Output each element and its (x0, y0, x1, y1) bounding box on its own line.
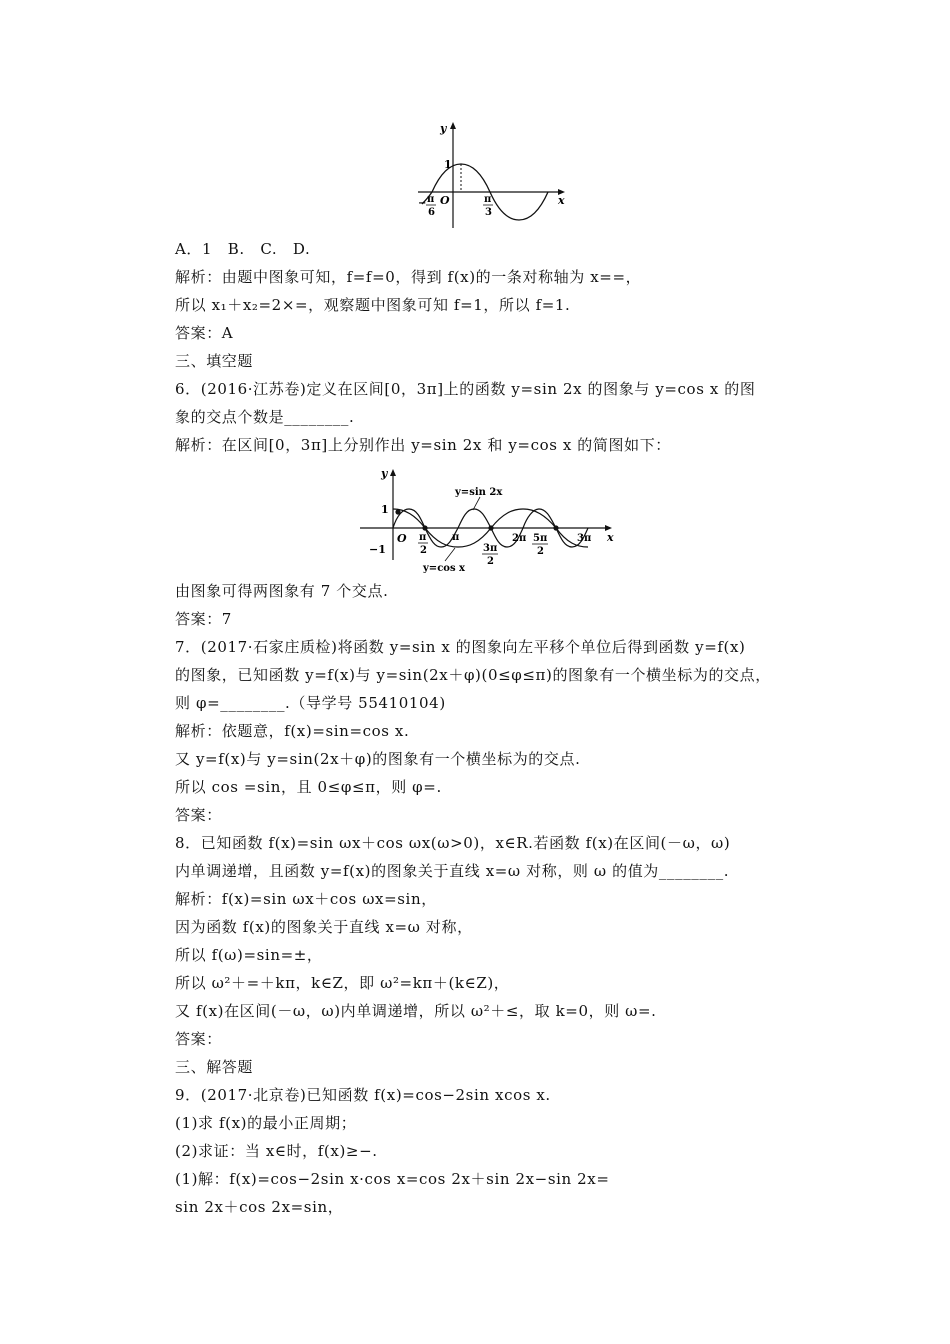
intersection-point (553, 525, 558, 530)
right-tick-bottom: 3 (485, 207, 492, 218)
question-6: 6．(2016·江苏卷)定义在区间[0，3π]上的函数 y=sin 2x 的图象与 y=cos x 的图 (175, 380, 756, 398)
solution-line: (1)解：f(x)=cos−2sin x·cos x=cos 2x＋sin 2x−sin 2x= (175, 1170, 610, 1188)
figure-sin2x-cosx-graph (355, 465, 620, 580)
question-8-cont: 内单调递增，且函数 y=f(x)的图象关于直线 x=ω 对称，则 ω 的值为________. (175, 862, 730, 880)
solution-line: 解析：在区间[0，3π]上分别作出 y=sin 2x 和 y=cos x 的简图如下： (175, 436, 671, 454)
answer-line: 答案：7 (175, 610, 232, 628)
tick-3half-bottom: 2 (487, 556, 494, 567)
intersection-point (422, 525, 427, 530)
intersection-point (395, 509, 400, 514)
tick-5half-top: 5π (533, 533, 548, 544)
question-7-cont: 则 φ=________.（导学号 55410104) (175, 694, 446, 712)
solution-line: 解析：f(x)=sin ωx＋cos ωx=sin， (175, 890, 437, 908)
tick-5half-bottom: 2 (537, 546, 544, 557)
solution-line: 所以 ω²＋=＋kπ，k∈Z，即 ω²=kπ＋(k∈Z)， (175, 974, 510, 992)
y-axis-arrow (450, 122, 456, 129)
sin-curve-label: y=sin 2x (455, 487, 503, 498)
solution-line: 又 f(x)在区间(－ω，ω)内单调递增，所以 ω²＋≤，取 k=0，则 ω=. (175, 1002, 657, 1020)
tick-half-pi-top: π (419, 532, 427, 543)
x-axis-label: x (607, 531, 614, 544)
solution-line: 解析：依题意，f(x)=sin=cos x. (175, 722, 410, 740)
question-9: 9．(2017·北京卷)已知函数 f(x)=cos−2sin xcos x. (175, 1086, 551, 1104)
answer-line: 答案： (175, 806, 222, 824)
y-axis-arrow (390, 469, 396, 476)
question-9-part2: (2)求证：当 x∈时，f(x)≥−. (175, 1142, 378, 1160)
cos-label-pointer (445, 548, 455, 561)
solution-line: 所以 cos =sin，且 0≤φ≤π，则 φ=. (175, 778, 442, 796)
left-tick-sign: − (418, 198, 427, 209)
sin-label-pointer (473, 497, 480, 510)
solution-line: 解析：由题中图象可知，f=f=0，得到 f(x)的一条对称轴为 x==， (175, 268, 642, 286)
solution-line: 因为函数 f(x)的图象关于直线 x=ω 对称， (175, 918, 473, 936)
solution-line: 所以 f(ω)=sin=±， (175, 946, 323, 964)
right-tick-top: π (484, 194, 492, 205)
tick-3pi: 3π (577, 533, 592, 544)
figure-sine-graph (410, 118, 580, 233)
cos-curve-label: y=cos x (423, 563, 466, 574)
answer-line: 答案：A (175, 324, 234, 342)
tick-3half-top: 3π (483, 543, 498, 554)
solution-line: 所以 x₁＋x₂=2×=，观察题中图象可知 f=1，所以 f=1. (175, 296, 571, 314)
left-tick-bottom: 6 (428, 207, 435, 218)
y-axis-label: y (440, 122, 447, 135)
question-6-cont: 象的交点个数是________. (175, 408, 355, 426)
tick-pi: π (452, 532, 460, 543)
question-9-part1: (1)求 f(x)的最小正周期； (175, 1114, 357, 1132)
question-7-cont: 的图象，已知函数 y=f(x)与 y=sin(2x＋φ)(0≤φ≤π)的图象有一个横坐标为的交点， (175, 666, 771, 684)
tick-half-pi-bottom: 2 (420, 545, 427, 556)
section-heading: 三、填空题 (175, 352, 254, 370)
y-axis-label: y (381, 467, 388, 480)
solution-line: 又 y=f(x)与 y=sin(2x＋φ)的图象有一个横坐标为的交点. (175, 750, 581, 768)
x-axis-label: x (558, 194, 565, 207)
label-neg-one: −1 (369, 543, 386, 556)
solution-line: sin 2x＋cos 2x=sin， (175, 1198, 344, 1216)
origin-label: O (440, 194, 450, 207)
label-one: 1 (381, 503, 389, 516)
intersection-point (488, 525, 493, 530)
tick-2pi: 2π (512, 533, 527, 544)
max-label: 1 (444, 158, 452, 171)
answer-line: 答案： (175, 1030, 222, 1048)
question-8: 8．已知函数 f(x)=sin ωx＋cos ωx(ω>0)，x∈R.若函数 f(x)在区间(－ω，ω) (175, 834, 731, 852)
question-7: 7．(2017·石家庄质检)将函数 y=sin x 的图象向左平移个单位后得到函数 y=f(x) (175, 638, 746, 656)
answer-options: A．1 B. C. D. (175, 240, 311, 258)
origin-label: O (397, 532, 407, 545)
section-heading: 三、解答题 (175, 1058, 254, 1076)
left-tick-top: π (427, 194, 435, 205)
solution-line: 由图象可得两图象有 7 个交点. (175, 582, 389, 600)
